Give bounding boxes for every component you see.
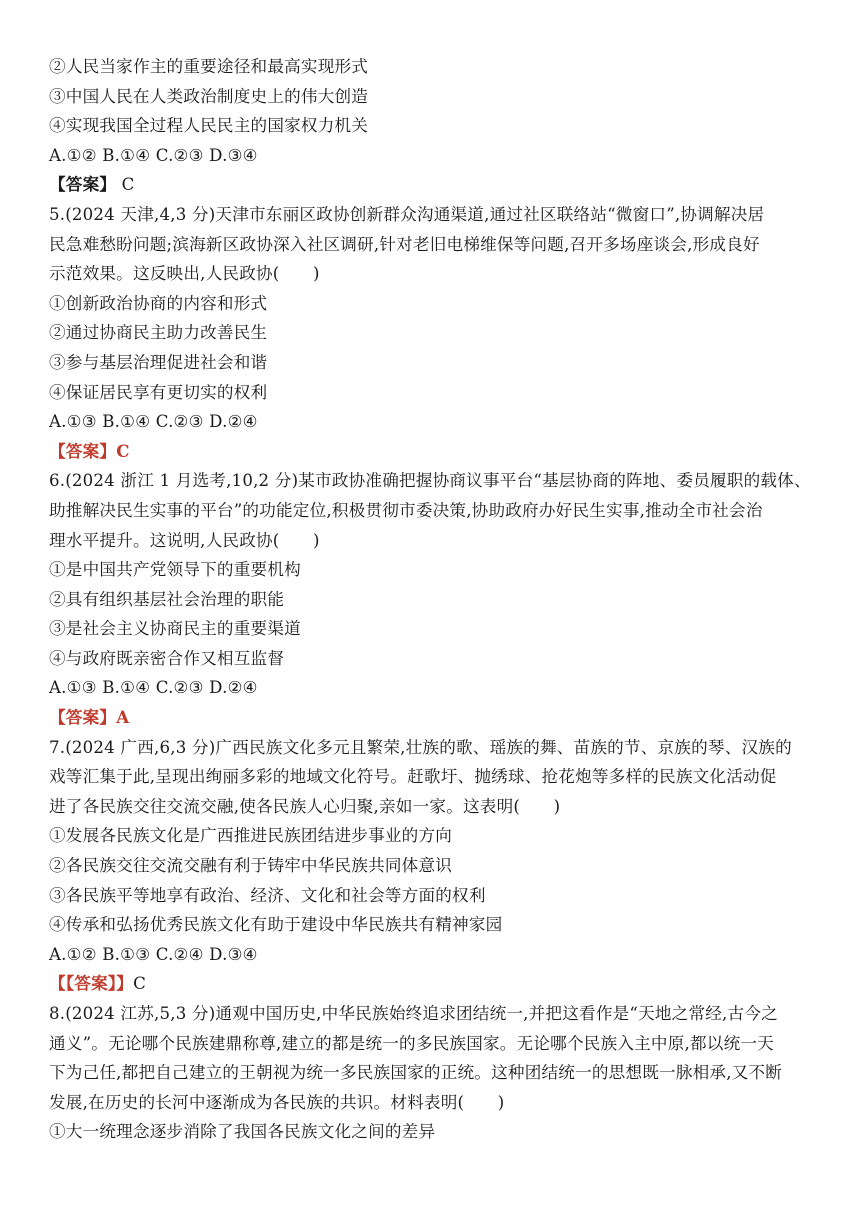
text-line: 8.(2024 江苏,5,3 分)通观中国历史,中华民族始终追求团结统一,并把这看作是“天地之常经,古今之 xyxy=(49,1004,778,1023)
text-line: ②人民当家作主的重要途径和最高实现形式 xyxy=(49,57,369,76)
text-line: ④传承和弘扬优秀民族文化有助于建设中华民族共有精神家园 xyxy=(49,915,503,935)
text-line: 示范效果。这反映出,人民政协( ) xyxy=(49,264,320,284)
answer-line xyxy=(49,969,819,999)
text-line: 5.(2024 天津,4,3 分)天津市东丽区政协创新群众沟通渠道,通过社区联络站“微窗口”,协调解决居 xyxy=(49,204,765,224)
answer-value: A xyxy=(116,707,130,728)
text-line: ①是中国共产党领导下的重要机构 xyxy=(49,560,301,580)
document-page xyxy=(49,52,819,1147)
answer-line xyxy=(49,437,819,467)
answer-value: C xyxy=(133,974,147,994)
text-line: ①发展各民族文化是广西推进民族团结进步事业的方向 xyxy=(49,826,453,846)
answer-label: 【答案】 xyxy=(49,174,117,195)
answer-label: 【【答案】】 xyxy=(49,973,134,994)
text-line: 戏等汇集于此,呈现出绚丽多彩的地域文化符号。赶歌圩、抛绣球、抢花炮等多样的民族文化活动促 xyxy=(49,767,777,787)
text-line: 发展,在历史的长河中逐渐成为各民族的共识。材料表明( ) xyxy=(49,1092,505,1112)
text-line: A.①③ B.①④ C.②③ D.②④ xyxy=(49,678,258,698)
answer-value: C xyxy=(116,175,135,195)
answer-value: C xyxy=(116,440,130,461)
text-line: A.①② B.①④ C.②③ D.③④ xyxy=(49,145,258,165)
text-line: ②各民族交往交流交融有利于铸牢中华民族共同体意识 xyxy=(49,856,453,876)
answer-line xyxy=(49,703,819,733)
text-line: 助推解决民生实事的平台”的功能定位,积极贯彻市委决策,协助政府办好民生实事,推动全市社会治 xyxy=(49,500,763,520)
text-line: ②通过协商民主助力改善民生 xyxy=(49,323,268,343)
text-line: ③各民族平等地享有政治、经济、文化和社会等方面的权利 xyxy=(49,885,486,905)
text-line: 下为己任,都把自己建立的王朝视为统一多民族国家的正统。这种团结统一的思想既一脉相承,又不断 xyxy=(49,1063,783,1083)
text-line: A.①③ B.①④ C.②③ D.②④ xyxy=(49,412,258,432)
text-line: ④保证居民享有更切实的权利 xyxy=(49,382,268,402)
text-line: A.①② B.①③ C.②④ D.③④ xyxy=(49,944,258,964)
text-line: 7.(2024 广西,6,3 分)广西民族文化多元且繁荣,壮族的歌、瑶族的舞、苗族的节、京族的琴、汉族的 xyxy=(49,737,792,757)
text-line: ①大一统理念逐步消除了我国各民族文化之间的差异 xyxy=(49,1122,436,1142)
text-line: 6.(2024 浙江 1 月选考,10,2 分)某市政协准确把握协商议事平台“基层协商的阵地、委员履职的载体、 xyxy=(49,471,811,491)
text-line: ②具有组织基层社会治理的职能 xyxy=(49,589,285,609)
answer-label: 【答案】 xyxy=(49,707,117,728)
text-line: ④与政府既亲密合作又相互监督 xyxy=(49,648,285,668)
text-line: ③是社会主义协商民主的重要渠道 xyxy=(49,619,301,639)
text-line: 理水平提升。这说明,人民政协( ) xyxy=(49,530,320,550)
text-line: ④实现我国全过程人民民主的国家权力机关 xyxy=(49,116,369,136)
text-line: 民急难愁盼问题;滨海新区政协深入社区调研,针对老旧电梯维保等问题,召开多场座谈会,形成良好 xyxy=(49,234,760,254)
text-line: ③中国人民在人类政治制度史上的伟大创造 xyxy=(49,86,369,106)
text-line: 通义”。无论哪个民族建鼎称尊,建立的都是统一的多民族国家。无论哪个民族入主中原,都以统一天 xyxy=(49,1033,774,1053)
answer-line xyxy=(49,170,819,200)
answer-label: 【答案】 xyxy=(49,440,117,461)
text-line: 进了各民族交往交流交融,使各民族人心归聚,亲如一家。这表明( ) xyxy=(49,796,561,816)
text-line: ①创新政治协商的内容和形式 xyxy=(49,293,268,313)
text-line: ③参与基层治理促进社会和谐 xyxy=(49,352,268,372)
